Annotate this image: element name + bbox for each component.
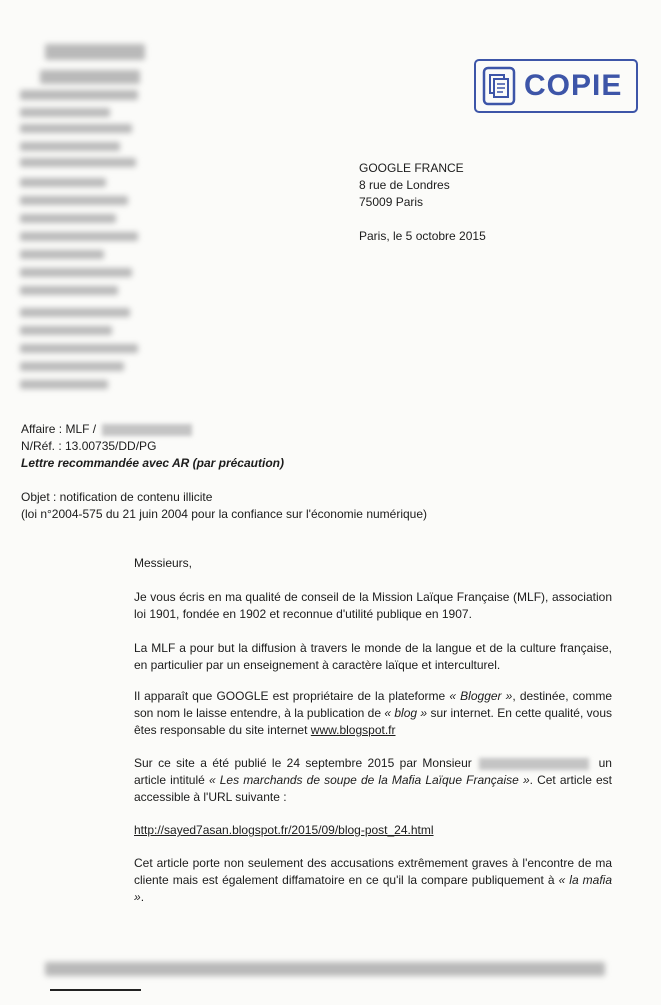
paragraph-1-text: Je vous écris en ma qualité de conseil de la Mission Laïque Française (MLF), association loi 1901, fondée en 1902 et reconnue d'utilité publique en 1907. — [134, 590, 612, 621]
paragraph-1 — [134, 589, 612, 623]
affaire-label: Affaire : MLF / — [21, 422, 97, 436]
p3-part-b: , destinée, comme son nom le laisse entendre, à la publication de — [134, 689, 613, 720]
envoi-line: Lettre recommandée avec AR (par précaution) — [21, 456, 284, 470]
paragraph-3 — [134, 688, 612, 739]
stamp-label: COPIE — [524, 69, 623, 102]
article-link[interactable]: http://sayed7asan.blogspot.fr/2015/09/blog-post_24.html — [134, 823, 434, 837]
paragraph-5 — [134, 855, 612, 906]
objet-line-2: (loi n°2004-575 du 21 juin 2004 pour la confiance sur l'économie numérique) — [21, 507, 428, 521]
recipient-name: GOOGLE FRANCE — [359, 161, 464, 175]
paragraph-4 — [134, 755, 612, 806]
p5-part-a: Cet article porte non seulement des accusations extrêmement graves à l'encontre de ma cliente mais est également diffamatoire en ce qu'il la compare publiquement à — [134, 856, 612, 887]
references-block — [21, 421, 284, 472]
paragraph-2 — [134, 640, 612, 674]
recipient-street: 8 rue de Londres — [359, 178, 450, 192]
p3-blog: « blog » — [384, 706, 428, 720]
article-url-block — [134, 822, 612, 839]
redacted-name — [102, 424, 192, 436]
p5-mafia: « la mafia » — [134, 873, 612, 904]
copie-stamp — [474, 59, 638, 113]
nref-line: N/Réf. : 13.00735/DD/PG — [21, 439, 157, 453]
objet-line-1: Objet : notification de contenu illicite — [21, 490, 213, 504]
redacted-footer — [45, 962, 605, 976]
redacted-author — [479, 758, 589, 770]
p4-part-b: un article intitulé — [134, 756, 612, 787]
p3-blogger: « Blogger » — [449, 689, 513, 703]
paragraph-2-text: La MLF a pour but la diffusion à travers le monde de la langue et de la culture française, en particulier par un enseignement à caractère laïque et interculturel. — [134, 641, 612, 672]
salutation: Messieurs, — [134, 556, 193, 570]
p4-article-title: « Les marchands de soupe de la Mafia Laïque Française » — [208, 773, 530, 787]
footer-rule — [50, 989, 141, 991]
p5-end: . — [140, 890, 145, 904]
p3-part-c: sur internet. En cette qualité, vous êtes responsable du site internet — [134, 706, 613, 737]
document-stamp-icon — [482, 66, 516, 106]
p3-part-a: Il apparaît que GOOGLE est propriétaire de la plateforme — [134, 689, 446, 703]
recipient-city: 75009 Paris — [359, 195, 424, 209]
p4-part-a: Sur ce site a été publié le 24 septembre 2015 par Monsieur — [134, 756, 472, 770]
objet-block — [21, 489, 427, 523]
affaire-line — [21, 421, 284, 438]
recipient-address — [359, 160, 464, 211]
blogspot-link[interactable]: www.blogspot.fr — [310, 723, 396, 737]
letter-date: Paris, le 5 octobre 2015 — [359, 229, 486, 243]
p4-part-c: . Cet article est accessible à l'URL suivante : — [134, 773, 612, 804]
